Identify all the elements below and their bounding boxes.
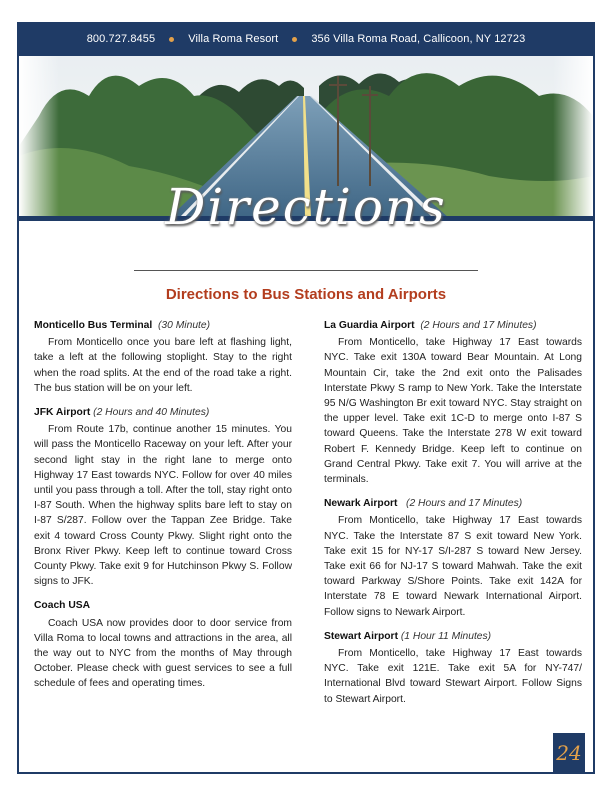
section-title <box>34 598 292 613</box>
right-column <box>324 318 582 716</box>
page-number: 24 <box>553 733 585 773</box>
header-bar <box>17 22 595 56</box>
section-title <box>34 405 292 420</box>
section-heading: Directions to Bus Stations and Airports <box>165 286 447 303</box>
section-title-text: JFK Airport <box>34 407 91 419</box>
section-duration: (2 Hours and 17 Minutes) <box>420 320 537 331</box>
section-stewart-airport <box>324 629 582 707</box>
section-duration: (1 Hour 11 Minutes) <box>400 630 492 642</box>
section-title <box>324 629 582 644</box>
left-column <box>34 318 292 701</box>
section-title-text: La Guardia Airport <box>324 320 415 331</box>
section-la-guardia-airport <box>324 318 582 487</box>
section-title-text: Stewart Airport <box>324 630 398 642</box>
title-rule <box>134 270 478 271</box>
section-body: From Monticello, take Highway 17 East towards NYC. Take exit 121E. Take exit 5A for NY-747/ International Blvd toward Stewart Airport. Follow Signs to Stewart Airport. <box>324 648 582 705</box>
section-title <box>34 318 292 333</box>
resort-name: Villa Roma Resort <box>188 33 279 45</box>
section-duration: (30 Minute) <box>157 320 211 331</box>
section-title-text: Newark Airport <box>324 498 398 510</box>
section-duration: (2 Hours and 17 Minutes) <box>406 498 523 510</box>
section-newark-airport <box>324 496 582 620</box>
section-body: From Monticello once you bare left at flashing light, take a left at the following stoplight. Stay to the right when the road splits. At the end of the road take a right. The bus station will be on your left. <box>34 337 292 394</box>
separator-dot-icon <box>169 37 174 42</box>
section-duration: (2 Hours and 40 Minutes) <box>93 407 210 419</box>
section-body: Coach USA now provides door to door service from Villa Roma to local towns and attractions in the area, all the way out to NYC from the months of May through October. Please check with guest services to see a full schedule of fees and operating times. <box>34 617 292 690</box>
section-jfk-airport <box>34 405 292 589</box>
separator-dot-icon <box>292 37 297 42</box>
section-body: From Route 17b, continue another 15 minutes. You will pass the Monticello Raceway on your left. After your second light stay in the right lane to merge onto Highway 17 East towards NYC. Follow for over 40 miles until you pass through a toll. After the toll, stay right onto I-87 South. When the highway splits bare left to stay on I-87 S/287. Follow over the Tappan Zee Bridge. Take exit 4 toward Cross County Pkwy. Slight right onto the Bronx River Pkwy. Keep left to continue toward Cross County Pkwy. Take exit 9 for Hutchinson Pkwy S. Follow signs to JFK. <box>34 424 292 588</box>
section-title-text: Monticello Bus Terminal <box>34 320 153 331</box>
resort-address: 356 Villa Roma Road, Callicoon, NY 12723 <box>311 33 526 45</box>
phone-number[interactable]: 800.727.8455 <box>86 33 156 45</box>
section-body: From Monticello, take Highway 17 East towards NYC. Take exit 130A toward Bear Mountain. At Long Mountain Cir, take the 2nd exit onto the Palisades Interstate Pkwy S ramp to New York. Take the Interstate 95 N/G Washington Br exit toward NYC. Stay straight on the upper level. Take exit 1C-D to merge onto I-87 S toward Queens. Take the Interstate 278 W exit toward Robert F. Kennedy Bridge. Keep left to continue on Grand Central Pkwy. Take exit 7. You will arrive at the terminals. <box>324 337 582 486</box>
section-title-text: Coach USA <box>34 600 91 612</box>
section-title <box>324 496 582 511</box>
section-body: From Monticello, take Highway 17 East towards NYC. Take the Interstate 87 S exit toward New York. Take exit 15 for NY-17 S/I-287 S toward New Jersey. Take exit 66 for NJ-17 S toward Mahwah. Take the exit toward Parkway S/Shore Points. Take exit 142A for Interstate 78 E toward Newark International Airport. Follow signs to Newark Airport. <box>324 515 582 618</box>
section-monticello-bus <box>34 318 292 396</box>
section-title <box>324 318 582 333</box>
page-title: Directions <box>165 178 447 236</box>
section-coach-usa <box>34 598 292 691</box>
